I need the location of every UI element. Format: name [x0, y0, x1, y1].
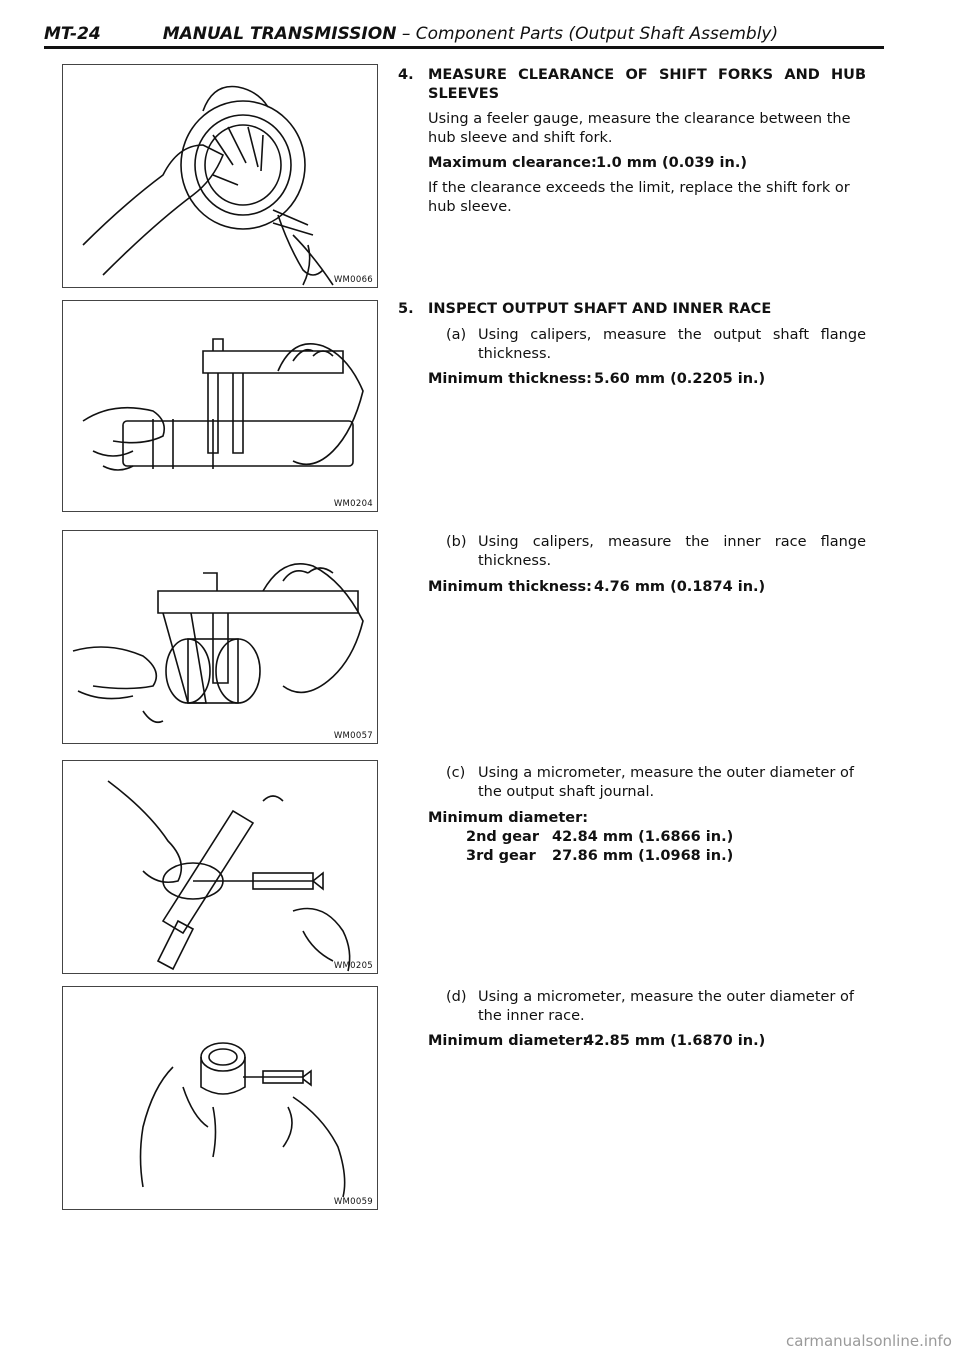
- figure-calipers-race: [62, 530, 378, 744]
- figure-micrometer-race: [62, 986, 378, 1210]
- step-5b-spec-label: Minimum thickness:: [428, 579, 592, 595]
- step-5b-line2: thickness.: [478, 553, 552, 569]
- figure-feeler-gauge: [62, 64, 378, 288]
- step-4-body-line2: hub sleeve and shift fork.: [428, 130, 613, 146]
- step-5c-gear-2nd: 2nd gear: [466, 829, 539, 845]
- step-5c-value-3rd: 27.86 mm (1.0968 in.): [552, 848, 734, 864]
- step-5d-line2: the inner race.: [478, 1008, 585, 1024]
- step-5c-label: (c): [446, 765, 466, 781]
- step-5d-line1: Using a micrometer, measure the outer diameter of: [478, 989, 854, 1005]
- step-5c-line2: the output shaft journal.: [478, 784, 655, 800]
- calipers-inner-race-illustration: [63, 531, 377, 743]
- step-4-note-line2: hub sleeve.: [428, 199, 512, 215]
- step-5d-label: (d): [446, 989, 467, 1005]
- feeler-gauge-fork-illustration: [63, 65, 377, 287]
- step-5b-line1: Using calipers, measure the inner race flange: [478, 534, 866, 550]
- step-5a-spec-value: 5.60 mm (0.2205 in.): [594, 371, 766, 387]
- step-5-heading: INSPECT OUTPUT SHAFT AND INNER RACE: [428, 301, 772, 317]
- step-5d-spec-value: 42.85 mm (1.6870 in.): [584, 1033, 766, 1049]
- figure-id: WM0205: [333, 961, 373, 971]
- step-5c-value-2nd: 42.84 mm (1.6866 in.): [552, 829, 734, 845]
- watermark: carmanualsonline.info: [786, 1332, 952, 1350]
- figure-calipers-shaft: [62, 300, 378, 512]
- step-5d-spec-label: Minimum diameter:: [428, 1033, 589, 1049]
- step-5c-spec-label: Minimum diameter:: [428, 810, 589, 826]
- step-4-heading-line1: MEASURE CLEARANCE OF SHIFT FORKS AND HUB: [428, 67, 866, 83]
- step-5b-spec-value: 4.76 mm (0.1874 in.): [594, 579, 766, 595]
- micrometer-inner-race-illustration: [63, 987, 377, 1209]
- step-5b-label: (b): [446, 534, 467, 550]
- step-5a-label: (a): [446, 327, 467, 343]
- calipers-output-shaft-illustration: [63, 301, 377, 511]
- step-4-note-line1: If the clearance exceeds the limit, replace the shift fork or: [428, 180, 850, 196]
- step-4-number: 4.: [398, 67, 414, 83]
- step-4-spec-value: 1.0 mm (0.039 in.): [596, 155, 747, 171]
- figure-id: WM0204: [333, 499, 373, 509]
- step-5c-line1: Using a micrometer, measure the outer diameter of: [478, 765, 854, 781]
- figure-id: WM0066: [333, 275, 373, 285]
- figure-id: WM0059: [333, 1197, 373, 1207]
- step-4-heading-line2: SLEEVES: [428, 86, 500, 102]
- page-code: MT-24: [44, 24, 101, 44]
- step-4-spec-label: Maximum clearance:: [428, 155, 597, 171]
- step-4-body-line1: Using a feeler gauge, measure the clearance between the: [428, 111, 851, 127]
- step-5c-gear-3rd: 3rd gear: [466, 848, 536, 864]
- section-subtitle: – Component Parts (Output Shaft Assembly): [401, 24, 779, 44]
- step-5a-line2: thickness.: [478, 346, 552, 362]
- step-5a-spec-label: Minimum thickness:: [428, 371, 592, 387]
- section-title: MANUAL TRANSMISSION: [162, 24, 397, 44]
- figure-id: WM0057: [333, 731, 373, 741]
- step-5a-line1: Using calipers, measure the output shaft flange: [478, 327, 866, 343]
- figure-micrometer-shaft: [62, 760, 378, 974]
- page-header: [44, 24, 884, 49]
- micrometer-shaft-journal-illustration: [63, 761, 377, 973]
- step-5-number: 5.: [398, 301, 414, 317]
